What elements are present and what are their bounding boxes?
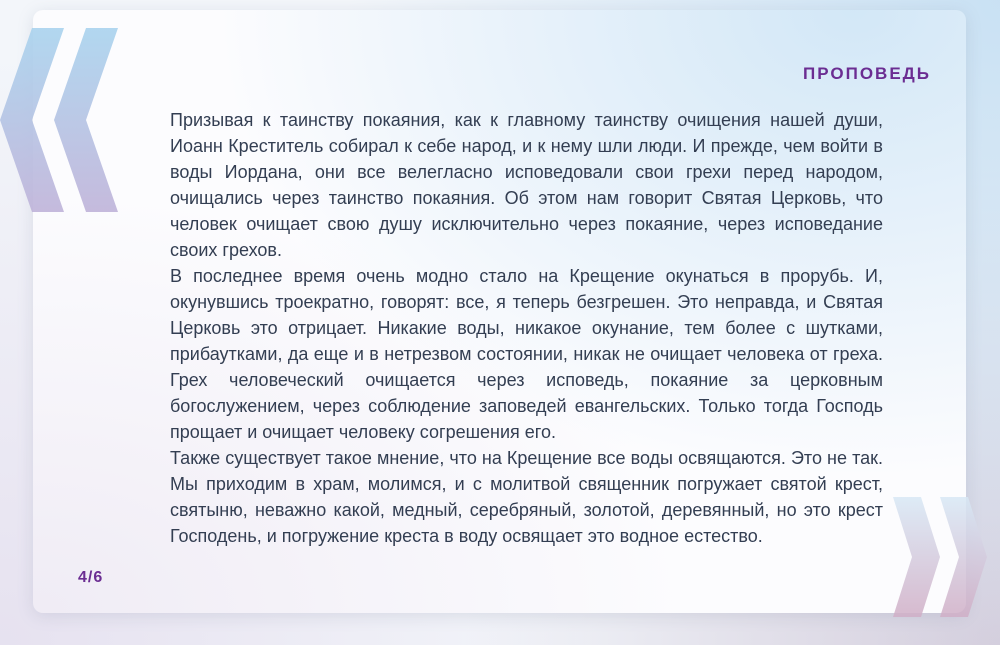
double-chevron-left-icon <box>0 28 160 212</box>
sermon-text-block <box>170 107 883 549</box>
page-title: ПРОПОВЕДЬ <box>803 64 931 83</box>
sermon-paragraph: Также существует такое мнение, что на Крещение все воды освящаются. Это не так. Мы приходим в храм, молимся, и с молитвой священник погружает святой крест, святыню, неважно какой, медный, серебряный, золотой, деревянный, но это крест Господень, и погружение креста в воду освящает это водное естество. <box>170 448 883 546</box>
sermon-paragraph: Призывая к таинству покаяния, как к главному таинству очищения нашей души, Иоанн Креститель собирал к себе народ, и к нему шли люди. И прежде, чем войти в воды Иордана, они все велегласно исповедовали свои грехи перед народом, очищались через таинство покаяния. Об этом нам говорит Святая Церковь, что человек очищает свою душу исключительно через покаяние, через исповедание своих грехов. <box>170 110 883 260</box>
slide-card <box>33 10 966 613</box>
page-indicator: 4/6 <box>78 569 104 586</box>
sermon-paragraph: В последнее время очень модно стало на Крещение окунаться в прорубь. И, окунувшись троекратно, говорят: все, я теперь безгрешен. Это неправда, и Святая Церковь это отрицает. Никакие воды, никакое окунание, тем более с шутками, прибаутками, да еще и в нетрезвом состоянии, никак не очищает человека от греха. Грех человеческий очищается через исповедь, покаяние за церковным богослужением, через соблюдение заповедей евангельских. Только тогда Господь прощает и очищает человеку согрешения его. <box>170 266 883 442</box>
double-chevron-right-icon <box>893 497 993 617</box>
